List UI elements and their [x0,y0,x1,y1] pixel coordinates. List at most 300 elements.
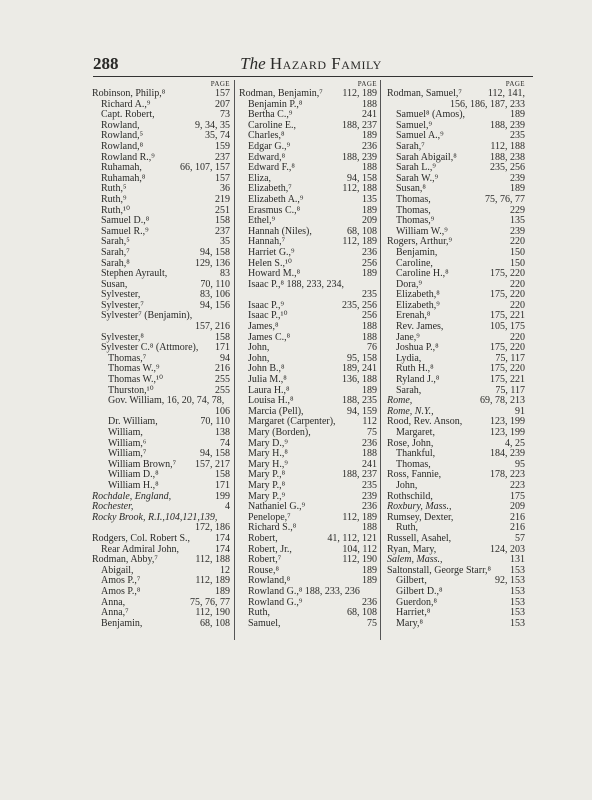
entry-pages: 220 [510,299,525,311]
entry-name: Amos P.,⁷ [101,575,141,587]
entry-name: Robert, Jr., [248,543,292,555]
entry-name: Rodman, Samuel,⁷ [387,88,462,99]
entry-pages: 112, 189 [195,575,230,587]
entry-name: Samuel, [248,617,281,629]
entry-name: Ruhamah, [101,162,142,174]
entry-pages: 239 [510,225,525,237]
entry-pages: 175, 220 [490,289,525,301]
entry-pages: 189, 241 [342,363,377,375]
entry-name: Guerdon,⁸ [396,596,437,608]
entry-pages: 188 [362,522,377,534]
entry-pages: 237 [215,151,230,163]
entry-name: Samuel,⁹ [396,119,432,131]
entry-pages: 94, 158 [200,246,230,258]
entry-name: William W.,⁹ [396,225,448,237]
entry-pages: 256 [362,257,377,269]
entry-name: Richard A.,⁹ [101,98,151,110]
entry-pages: 158 [215,469,230,481]
entry-name: Benjamin, [396,246,438,258]
index-entry [387,428,525,439]
entry-name: Thomas,⁷ [108,352,147,364]
index-entry [239,481,377,492]
entry-name: Anna,⁷ [101,607,129,619]
entry-name: Gov. William, 16, 20, 74, 78, [108,395,225,407]
entry-name: Dora,⁹ [396,278,422,290]
entry-pages: 189 [362,384,377,396]
entry-name: Sylvester, [101,289,141,301]
entry-pages: 4, 25 [505,437,525,449]
entry-pages: 153 [510,607,525,619]
entry-pages: 189 [510,183,525,195]
index-entry [92,587,230,598]
entry-name: Sylvester,⁸ [101,331,144,343]
index-entry [387,481,525,492]
page-column-label: PAGE [357,80,377,88]
entry-name: Mary (Borden), [248,427,311,438]
page-column-label: PAGE [210,80,230,88]
entry-pages: 189 [362,130,377,142]
entry-pages: 184, 239 [490,448,525,460]
entry-pages: 188 [362,162,377,174]
entry-pages: 207 [215,98,230,110]
entry-pages: 74 [220,437,230,449]
entry-name: Erenah,⁸ [396,310,431,322]
entry-pages: 95 [515,458,525,470]
entry-pages: 157 [215,172,230,184]
entry-name: Isaac P.,⁹ [248,299,284,311]
entry-name: Caroline, [396,257,433,269]
entry-pages: 94, 158 [347,172,377,184]
entry-name: Gilbert D.,⁸ [396,585,443,597]
entry-name: Rome, N.Y., [387,405,434,417]
index-entry [387,248,525,259]
entry-name: Sylvester C.⁸ (Attmore), [101,342,199,354]
entry-name: John, [248,342,270,354]
entry-name: Sarah, [396,384,422,396]
entry-name: Rumsey, Dexter, [387,511,454,523]
page-header [93,54,529,76]
entry-pages: 175 [510,490,525,502]
index-entry [92,195,230,206]
running-title [93,54,529,74]
entry-name: John, [248,352,270,364]
entry-pages: 175, 220 [490,342,525,354]
entry-pages: 159 [215,140,230,152]
entry-pages: 138 [215,427,230,438]
entry-name: Ruth,⁵ [101,183,127,195]
entry-pages: 94, 159 [347,405,377,417]
entry-name: Joshua P.,⁸ [396,342,439,354]
entry-name: William H.,⁸ [108,479,159,491]
index-column-3 [387,80,525,629]
index-column-2 [239,80,377,629]
entry-name: Salem, Mass., [387,554,443,566]
entry-name: Russell, Asahel, [387,532,452,544]
entry-name: Thomas,⁹ [396,215,435,227]
entry-name: Edward,⁸ [248,151,286,163]
index-entry [387,534,525,545]
entry-name: Ethel,⁹ [248,215,276,227]
entry-name: Mary H.,⁹ [248,458,288,470]
entry-pages: 135 [510,215,525,227]
index-entry [92,428,230,439]
entry-pages: 94, 158 [200,448,230,460]
entry-name: Sylvester,⁷ [101,299,144,311]
entry-pages: 216 [510,522,525,534]
index-entry [239,142,377,153]
entry-name: Rev. James, [396,321,444,333]
entry-pages: 235 [362,479,377,491]
entry-pages: 35, 74 [205,130,230,142]
entry-name: William, [108,427,143,438]
entry-pages: 235, 256 [342,299,377,311]
entry-name: Elizabeth,⁸ [396,289,440,301]
entry-name: Samuel D.,⁸ [101,215,150,227]
entry-pages: 188 [362,448,377,460]
index-column-1 [92,80,230,629]
entry-pages: 123, 199 [490,416,525,428]
entry-pages: 68, 108 [200,617,230,629]
entry-pages: 188 [362,98,377,110]
entry-pages: 75, 117 [495,384,525,396]
entry-pages: 153 [510,617,525,629]
entry-name: Sarah,⁷ [101,246,130,258]
entry-pages: 241 [362,109,377,121]
index-entry [239,587,377,598]
entry-pages: 189 [362,204,377,216]
page-column-label: PAGE [505,80,525,88]
entry-pages: 175, 221 [490,310,525,322]
running-title-the: The [240,54,266,73]
entry-name: Isaac P.,¹⁰ [248,310,288,322]
entry-pages: 188, 237 [342,469,377,481]
entry-name: Sylvester⁷ (Benjamin), [101,310,193,322]
entry-name: Sarah W.,⁹ [396,172,439,184]
entry-pages: 75, 117 [495,352,525,364]
entry-name: Benjamin P.,⁸ [248,98,303,110]
entry-name: Thomas, [396,458,431,470]
entry-name: Rose, John, [387,437,434,449]
entry-name: Rear Admiral John, [101,543,180,555]
index-entry [92,619,230,630]
entry-pages: 178, 223 [490,469,525,481]
entry-name: Margaret, [396,427,435,438]
entry-name: Thankful, [396,448,436,460]
entry-name: Sarah Abigail,⁸ [396,151,457,163]
entry-name: Mary,⁸ [396,617,423,629]
index-entry [92,89,230,100]
entry-pages: 94 [220,352,230,364]
entry-pages: 95, 158 [347,352,377,364]
entry-name: Sarah L.,⁹ [396,162,436,174]
entry-name: Rowland, [101,119,140,131]
entry-pages: 129, 136 [195,257,230,269]
entry-name: Thomas, [396,193,431,205]
entry-pages: 112, 188 [342,183,377,195]
entry-pages: 189 [362,575,377,587]
entry-pages: 135 [362,193,377,205]
index-entry [239,89,377,100]
entry-name: William,⁶ [108,437,147,449]
running-title-family: Hazard Family [269,54,382,73]
entry-pages: 236 [362,501,377,513]
entry-pages: 104, 112 [342,543,377,555]
entry-pages: 188 [362,331,377,343]
entry-name: Ruth, [396,522,418,534]
entry-name: Julia M.,⁸ [248,374,287,386]
entry-name: Rood, Rev. Anson, [387,416,463,428]
entry-pages: 251 [215,204,230,216]
entry-pages: 112, 189 [342,236,377,248]
entry-name: Roxbury, Mass., [387,501,452,513]
entry-name: Samuel A.,⁹ [396,130,444,142]
column-divider [234,80,235,640]
entry-pages: 76 [367,342,377,354]
entry-pages: 112 [362,416,377,428]
entry-name: Harriet G.,⁹ [248,246,295,258]
entry-pages: 112, 188 [490,140,525,152]
entry-pages: 91 [515,405,525,417]
entry-name: William D.,⁸ [108,469,159,481]
entry-name: Mary H.,⁸ [248,448,288,460]
entry-pages: 156, 186, 187, 233 [450,98,525,110]
entry-pages: 255 [215,384,230,396]
entry-pages: 171 [215,479,230,491]
entry-pages: 94, 156 [200,299,230,311]
entry-pages: 112, 141, [487,88,525,99]
index-entry [92,396,230,407]
entry-name: Thomas W.,⁹ [108,363,160,375]
entry-pages: 9, 34, 35 [195,119,230,131]
entry-name: Ruth,⁹ [101,193,127,205]
entry-name: Helen S.,¹⁰ [248,257,292,269]
entry-pages: 112, 189 [342,88,377,99]
index-entry [239,534,377,545]
entry-pages: 220 [510,331,525,343]
entry-name: Dr. William, [108,416,158,428]
entry-name: Charles,⁸ [248,130,285,142]
entry-pages: 236 [362,246,377,258]
entry-pages: 4 [225,501,230,513]
entry-pages: 35 [220,236,230,248]
entry-name: Rogers, Arthur,⁹ [387,236,453,248]
entry-name: Sarah,⁸ [101,257,130,269]
entry-name: Samuel⁸ (Amos), [396,109,466,121]
index-entry [387,195,525,206]
entry-pages: 239 [362,490,377,502]
entry-pages: 70, 110 [200,416,230,428]
entry-pages: 124, 203 [490,543,525,555]
entry-pages: 66, 107, 157 [180,162,230,174]
entry-pages: 241 [362,458,377,470]
entry-pages: 75 [367,427,377,438]
entry-pages: 41, 112, 121 [327,532,377,544]
entry-pages: 220 [510,236,525,248]
entry-pages: 157, 217 [195,458,230,470]
entry-name: Elizabeth A.,⁹ [248,193,304,205]
entry-pages: 239 [510,172,525,184]
index-entry [239,195,377,206]
entry-pages: 68, 108 [347,225,377,237]
entry-pages: 189 [362,564,377,576]
entry-name: Mary P.,⁸ [248,479,286,491]
entry-name: Stephen Ayrault, [101,268,168,280]
entry-name: Rowland G.,⁹ [248,596,303,608]
index-entry [92,534,230,545]
entry-name: Capt. Robert, [101,109,155,121]
entry-name: Ruth,¹⁰ [101,204,130,216]
entry-name: Thurston,¹⁰ [108,384,154,396]
entry-name: Rowland G.,⁸ 188, 233, 236 [248,585,360,597]
entry-name: James C.,⁸ [248,331,291,343]
entry-name: Susan, [101,278,128,290]
entry-pages: 112, 190 [342,554,377,566]
entry-pages: 150 [510,257,525,269]
entry-pages: 112, 190 [195,607,230,619]
entry-name: Edward F.,⁸ [248,162,295,174]
entry-pages: 172, 186 [195,522,230,534]
entry-name: Jane,⁹ [396,331,420,343]
column-divider [380,80,381,640]
entry-pages: 12 [220,564,230,576]
entry-name: Laura H.,⁸ [248,384,290,396]
entry-name: Hannah (Niles), [248,225,312,237]
entry-pages: 229 [510,204,525,216]
entry-pages: 157 [215,88,230,99]
entry-name: Ross, Fannie, [387,469,442,481]
entry-name: Susan,⁸ [396,183,426,195]
entry-name: Robert, [248,532,278,544]
entry-name: Harriet,⁸ [396,607,431,619]
entry-name: Rowland R.,⁹ [101,151,155,163]
entry-name: Mary P.,⁹ [248,490,286,502]
entry-pages: 75, 76, 77 [190,596,230,608]
entry-name: Rocky Brook, R.I.,104,121,139, [92,511,218,523]
entry-pages: 153 [510,585,525,597]
entry-pages: 235 [362,289,377,301]
entry-pages: 175, 220 [490,363,525,375]
entry-name: Samuel R.,⁹ [101,225,149,237]
entry-pages: 123, 199 [490,427,525,438]
index-entry [239,248,377,259]
entry-pages: 256 [362,310,377,322]
entry-pages: 209 [510,501,525,513]
entry-pages: 83 [220,268,230,280]
entry-name: Mary D.,⁹ [248,437,288,449]
entry-name: Ruth, [248,607,270,619]
entry-name: Ryan, Mary, [387,543,437,555]
entry-name: Howard M.,⁸ [248,268,301,280]
entry-name: Rowland,⁵ [101,130,144,142]
header-rule [93,76,533,77]
entry-pages: 235 [510,130,525,142]
entry-pages: 174 [215,543,230,555]
index-entry [239,619,377,630]
entry-pages: 158 [215,331,230,343]
entry-name: Mary P.,⁸ [248,469,286,481]
entry-name: Erasmus C.,⁸ [248,204,301,216]
entry-pages: 199 [215,490,230,502]
entry-name: Hannah,⁷ [248,236,286,248]
entry-pages: 189 [510,109,525,121]
entry-pages: 171 [215,342,230,354]
entry-name: William,⁷ [108,448,147,460]
entry-pages: 112, 188 [195,554,230,566]
entry-pages: 69, 78, 213 [480,395,525,407]
entry-pages: 219 [215,193,230,205]
entry-name: Thomas, [396,204,431,216]
entry-pages: 216 [510,511,525,523]
entry-pages: 189 [215,585,230,597]
entry-pages: 153 [510,596,525,608]
index-entry [387,142,525,153]
entry-name: William Brown,⁷ [108,458,177,470]
entry-pages: 175, 221 [490,374,525,386]
entry-name: Anna, [101,596,126,608]
entry-pages: 216 [215,363,230,375]
entry-pages: 209 [362,215,377,227]
entry-pages: 158 [215,215,230,227]
entry-name: Thomas W.,¹⁰ [108,374,164,386]
entry-name: Sarah,⁷ [396,140,425,152]
entry-name: Rodman, Benjamin,⁷ [239,88,323,99]
entry-pages: 237 [215,225,230,237]
entry-name: Rome, [387,395,413,407]
entry-pages: 236 [362,437,377,449]
entry-pages: 36 [220,183,230,195]
entry-pages: 188, 235 [342,395,377,407]
index-entry [92,248,230,259]
entry-name: Amos P.,⁸ [101,585,141,597]
entry-pages: 73 [220,109,230,121]
entry-name: Rodman, Abby,⁷ [92,554,158,566]
entry-name: John, [396,479,418,491]
entry-pages: 189 [362,268,377,280]
entry-name: Margaret (Carpenter), [248,416,336,428]
entry-pages: 112, 189 [342,511,377,523]
entry-name: Caroline E., [248,119,297,131]
entry-name: Caroline H.,⁸ [396,268,449,280]
entry-name: Rowland,⁸ [248,575,291,587]
entry-name: Rochdale, England, [92,490,172,502]
entry-pages: 188, 239 [490,119,525,131]
entry-pages: 223 [510,479,525,491]
entry-name: Ryland J.,⁸ [396,374,440,386]
entry-name: Rouse,⁸ [248,564,279,576]
entry-pages: 236 [362,596,377,608]
entry-name: Marcia (Pell), [248,405,304,417]
entry-name: John B.,⁸ [248,363,285,375]
entry-name: Sarah,⁵ [101,236,130,248]
entry-name: Abigail, [101,564,134,576]
entry-name: Edgar G.,⁹ [248,140,291,152]
index-entry [387,587,525,598]
entry-pages: 75 [367,617,377,629]
entry-name: Penelope,⁷ [248,511,291,523]
entry-pages: 157, 216 [195,321,230,333]
entry-pages: 136, 188 [342,374,377,386]
entry-pages: 188, 238 [490,151,525,163]
entry-pages: 235, 256 [490,162,525,174]
entry-pages: 105, 175 [490,321,525,333]
entry-pages: 188, 239 [342,151,377,163]
entry-name: Bertha C.,⁹ [248,109,293,121]
entry-pages: 255 [215,374,230,386]
page-number: 288 [93,54,119,73]
entry-pages: 220 [510,278,525,290]
entry-name: Rodgers, Col. Robert S., [92,532,191,544]
entry-pages: 106 [215,405,230,417]
